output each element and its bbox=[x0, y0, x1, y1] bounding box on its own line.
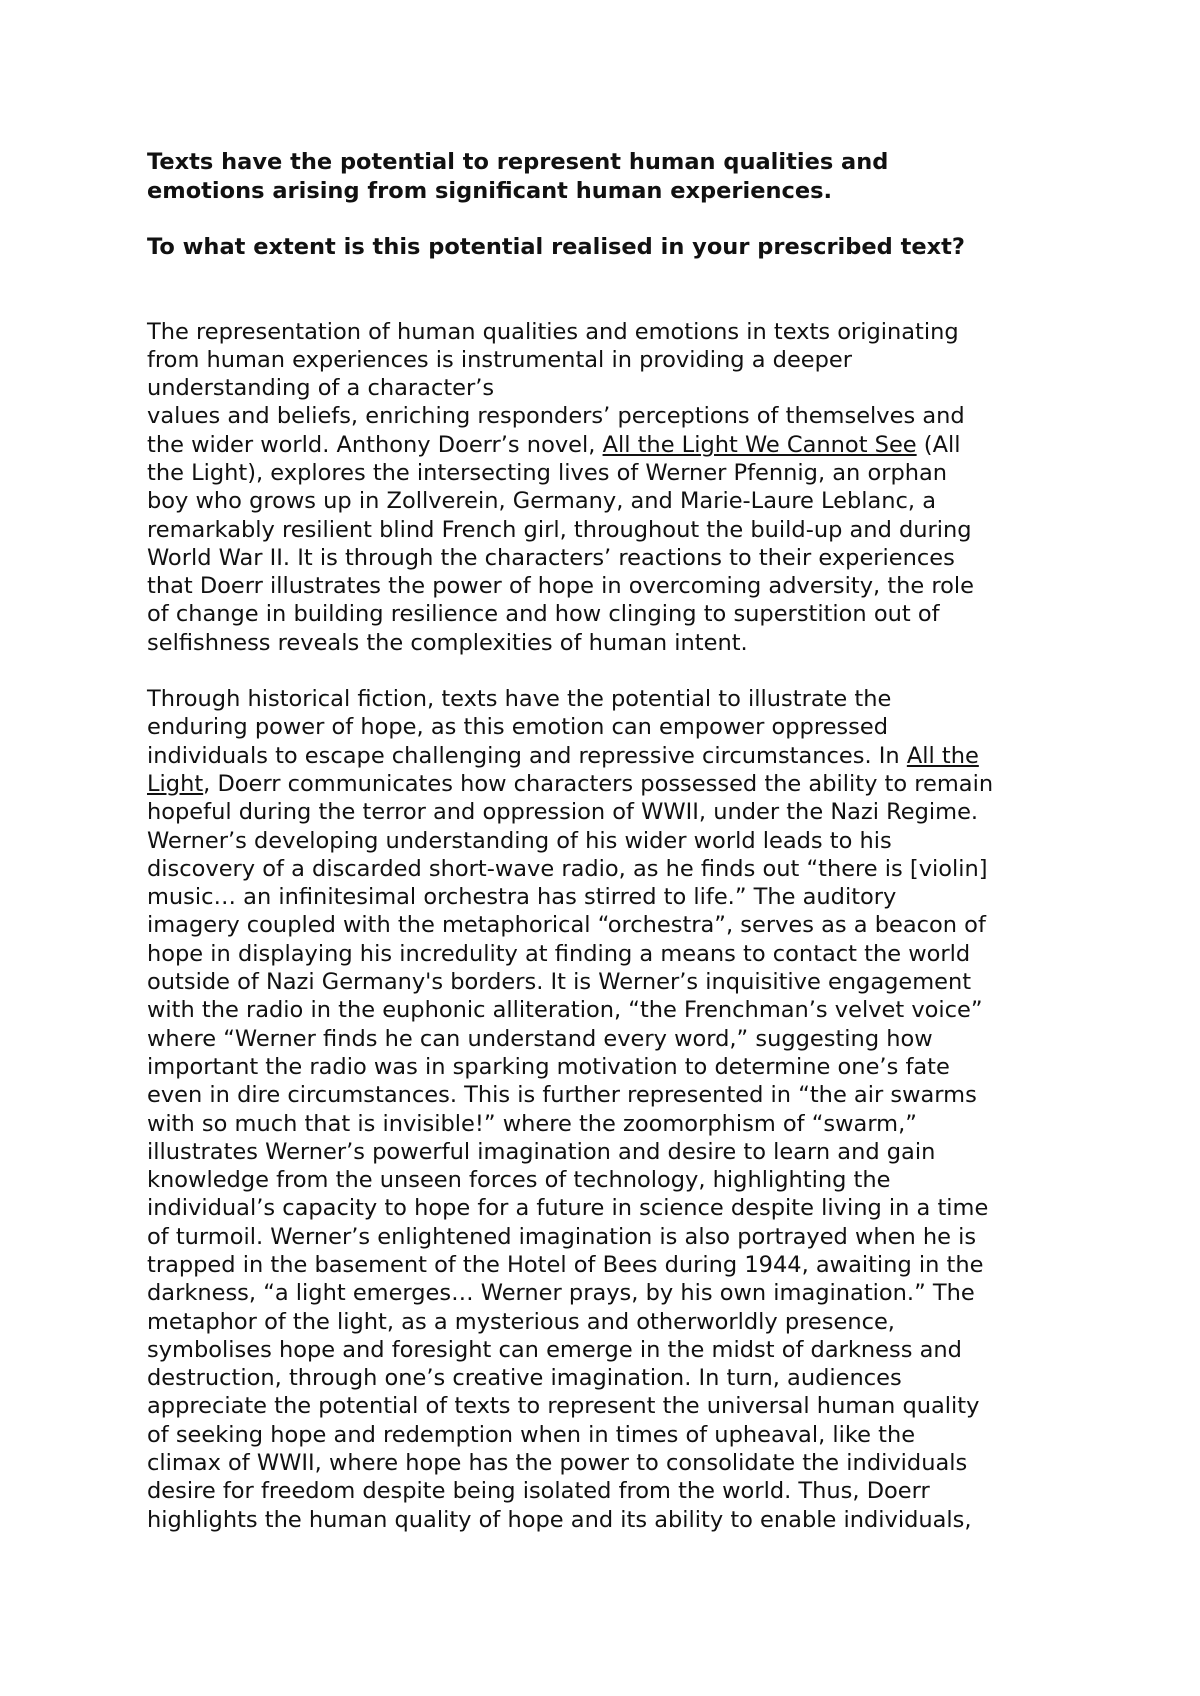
document-page bbox=[147, 148, 1067, 1534]
text-line: knowledge from the unseen forces of technology, highlighting the bbox=[147, 1167, 891, 1194]
text-line: remarkably resilient blind French girl, throughout the build-up and during bbox=[147, 516, 972, 543]
text-line bbox=[147, 431, 1067, 459]
text-line: The representation of human qualities and emotions in texts originating bbox=[147, 318, 959, 345]
text-line: hopeful during the terror and oppression of WWII, under the Nazi Regime. bbox=[147, 799, 979, 826]
text-line: desire for freedom despite being isolated from the world. Thus, Doerr bbox=[147, 1478, 930, 1505]
text-line: destruction, through one’s creative imagination. In turn, audiences bbox=[147, 1365, 902, 1392]
essay-question-heading bbox=[147, 233, 1067, 262]
text-line: outside of Nazi Germany's borders. It is Werner’s inquisitive engagement bbox=[147, 969, 972, 996]
text-line: values and beliefs, enriching responders’ perceptions of themselves and bbox=[147, 403, 965, 430]
text-line: important the radio was in sparking motivation to determine one’s fate bbox=[147, 1053, 950, 1080]
text-run: the wider world. Anthony Doerr’s novel, bbox=[147, 431, 603, 458]
text-line: symbolises hope and foresight can emerge in the midst of darkness and bbox=[147, 1336, 962, 1363]
short-title: All the bbox=[906, 742, 979, 769]
text-run: individuals to escape challenging and repressive circumstances. In bbox=[147, 742, 907, 769]
heading-line: emotions arising from significant human experiences. bbox=[147, 177, 833, 204]
text-line: darkness, “a light emerges… Werner prays, by his own imagination.” The bbox=[147, 1280, 975, 1307]
text-line: illustrates Werner’s powerful imagination and desire to learn and gain bbox=[147, 1138, 936, 1165]
short-title: Light bbox=[147, 770, 204, 797]
text-line: understanding of a character’s bbox=[147, 375, 495, 402]
novel-title: All the Light We Cannot See bbox=[602, 431, 917, 458]
text-line: where “Werner finds he can understand every word,” suggesting how bbox=[147, 1025, 933, 1052]
text-line: of seeking hope and redemption when in times of upheaval, like the bbox=[147, 1421, 916, 1448]
text-line: climax of WWII, where hope has the power to consolidate the individuals bbox=[147, 1450, 968, 1477]
text-line: music… an infinitesimal orchestra has stirred to life.” The auditory bbox=[147, 884, 897, 911]
text-line: highlights the human quality of hope and its ability to enable individuals, bbox=[147, 1506, 972, 1533]
text-line: that Doerr illustrates the power of hope in overcoming adversity, the role bbox=[147, 573, 975, 600]
heading-line: Texts have the potential to represent human qualities and bbox=[147, 149, 889, 175]
text-line: World War II. It is through the characters’ reactions to their experiences bbox=[147, 544, 955, 571]
text-line: trapped in the basement of the Hotel of Bees during 1944, awaiting in the bbox=[147, 1252, 984, 1278]
text-line: enduring power of hope, as this emotion can empower oppressed bbox=[147, 714, 889, 741]
text-line: metaphor of the light, as a mysterious and otherworldly presence, bbox=[147, 1308, 895, 1335]
text-line: selfishness reveals the complexities of human intent. bbox=[147, 629, 748, 656]
body-paragraph bbox=[147, 685, 1067, 1534]
text-line: with so much that is invisible!” where the zoomorphism of “swarm,” bbox=[147, 1110, 917, 1137]
text-line: hope in displaying his incredulity at finding a means to contact the world bbox=[147, 940, 971, 967]
text-line bbox=[147, 770, 1067, 798]
text-line: Werner’s developing understanding of his wider world leads to his bbox=[147, 827, 892, 854]
text-run: (All bbox=[916, 431, 961, 458]
question-line: To what extent is this potential realised in your prescribed text? bbox=[147, 234, 965, 260]
text-line: the Light), explores the intersecting lives of Werner Pfennig, an orphan bbox=[147, 459, 948, 486]
text-line: of turmoil. Werner’s enlightened imagination is also portrayed when he is bbox=[147, 1223, 977, 1250]
essay-prompt-heading bbox=[147, 148, 1067, 205]
text-line: boy who grows up in Zollverein, Germany, and Marie-Laure Leblanc, a bbox=[147, 488, 937, 515]
text-line: discovery of a discarded short-wave radio, as he finds out “there is [violin] bbox=[147, 855, 988, 882]
text-line bbox=[147, 742, 1067, 770]
text-line: of change in building resilience and how clinging to superstition out of bbox=[147, 601, 940, 628]
text-line: from human experiences is instrumental in providing a deeper bbox=[147, 346, 853, 373]
text-line: individual’s capacity to hope for a future in science despite living in a time bbox=[147, 1195, 989, 1222]
text-line: Through historical fiction, texts have the potential to illustrate the bbox=[147, 686, 892, 713]
text-run: , Doerr communicates how characters possessed the ability to remain bbox=[203, 770, 994, 797]
text-line: even in dire circumstances. This is further represented in “the air swarms bbox=[147, 1082, 977, 1109]
introduction-paragraph bbox=[147, 318, 1067, 658]
text-line: appreciate the potential of texts to represent the universal human quality bbox=[147, 1393, 980, 1420]
text-line: with the radio in the euphonic alliteration, “the Frenchman’s velvet voice” bbox=[147, 997, 983, 1024]
text-line: imagery coupled with the metaphorical “orchestra”, serves as a beacon of bbox=[147, 912, 986, 939]
